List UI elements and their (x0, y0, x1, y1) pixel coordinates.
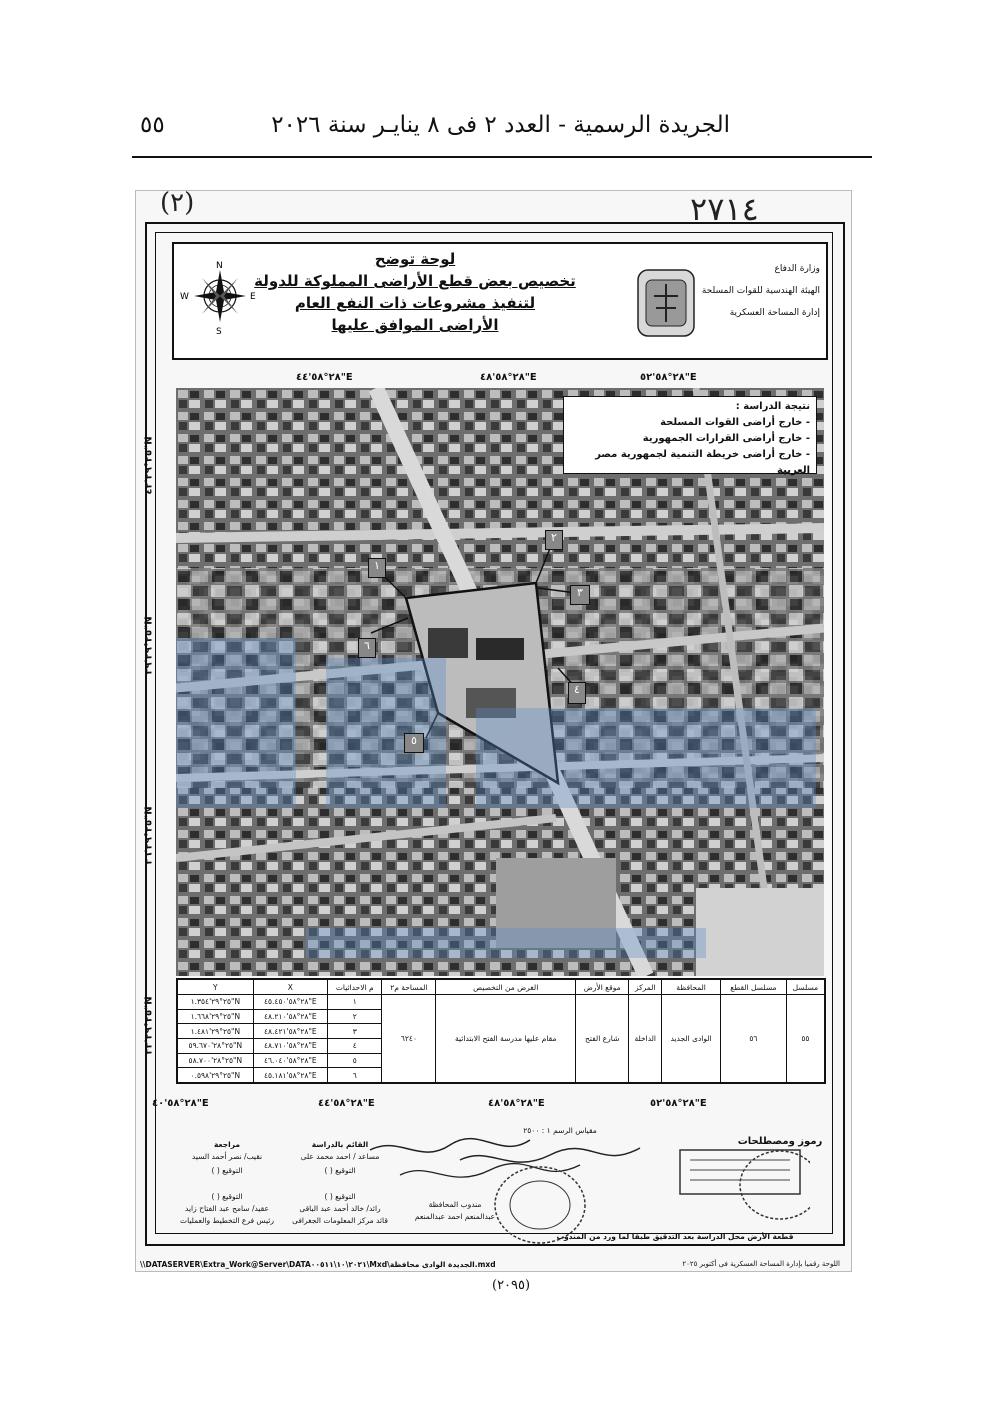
coord-left-4: ٢٥°٢٩'٣٣"N (143, 996, 155, 1055)
legend-title: نتيجة الدراسة : (735, 401, 810, 412)
cell-pt-n: ٦ (328, 1068, 382, 1083)
plot-data-table (176, 978, 826, 1084)
study-signature: التوقيع ( ) (324, 1166, 356, 1175)
th-vertices: م الاحداثيات (328, 980, 382, 995)
sign-name: عبدالمنعم احمد عبدالمنعم (414, 1212, 496, 1221)
sheet-label-left: (٢) (160, 188, 195, 218)
cell-pt-x: ٢٨°٥٨'٤٨.٢١٠"E (253, 1009, 327, 1024)
vertex-marker-3: ٣ (570, 585, 590, 605)
org-line-3: إدارة المساحة العسكرية (729, 308, 820, 318)
th-area: المساحة م٢ (382, 980, 436, 995)
plot-note: قطعة الأرض محل الدراسة بعد التدقيق طبقا لما ورد من المندوب (556, 1232, 794, 1241)
th-serial: مسلسل (786, 980, 824, 995)
cell-serial: ٥٥ (786, 995, 824, 1083)
legend-item-2: - خارج أراضى القرارات الجمهورية (642, 433, 810, 444)
title-line-2: تخصيص بعض قطع الأراضى المملوكة للدولة (254, 272, 576, 290)
title-line-1: لوحة توضح (374, 250, 456, 268)
org-line-1: وزارة الدفاع (774, 264, 820, 274)
legend-symbols-title: رموز ومصطلحات (737, 1136, 823, 1147)
mandoub-label: مندوب المحافظة (428, 1200, 482, 1209)
cell-pt-y: ٢٥°٢٩'٠.٥٩٨"N (178, 1068, 254, 1083)
cell-pt-y: ٢٥°٢٨'٥٨.٧٠٠"N (178, 1053, 254, 1068)
title-line-3: لتنفيذ مشروعات ذات النفع العام (294, 294, 536, 312)
cell-pt-n: ٢ (328, 1009, 382, 1024)
th-center: المركز (629, 980, 662, 995)
th-governorate: المحافظة (662, 980, 721, 995)
compass-rose-icon (180, 258, 260, 336)
sig4-name: رائد/ خالد أحمد عبد الباقى (299, 1204, 381, 1213)
compass-e: E (250, 292, 256, 302)
coord-top-3: ٢٨°٥٨'٥٢"E (640, 372, 697, 383)
cell-pt-n: ٣ (328, 1024, 382, 1039)
compass-n: N (216, 261, 223, 271)
footer-note: اللوحة رقميا بإدارة المساحة العسكرية فى أكتوبر ٢٠٢٥ (682, 1260, 840, 1268)
cell-pt-y: ٢٥°٢٩'١.٦٦٨"N (178, 1009, 254, 1024)
th-location: موقع الأرض (576, 980, 629, 995)
cell-pt-x: ٢٨°٥٨'٤٨.٧١٠"E (253, 1038, 327, 1053)
vertex-marker-2: ٢ (545, 530, 563, 550)
sheet-title (240, 248, 590, 336)
map-scale: مقياس الرسم ١ : ٢٥٠٠ (523, 1126, 597, 1135)
cell-pt-x: ٢٨°٥٨'٤٦.٠٤٠"E (253, 1053, 327, 1068)
handwritten-signatures-and-seals (340, 1130, 810, 1250)
cell-center: الداخلة (629, 995, 662, 1083)
sheet-label-right: ٢٧١٤ (690, 190, 759, 228)
gazette-title: الجريدة الرسمية - العدد ٢ فى ٨ ينايـر سنة ٢٠٢٦ (271, 112, 730, 138)
cell-plot-serial: ٥٦ (721, 995, 787, 1083)
title-line-4: الأراضى الموافق عليها (331, 316, 499, 334)
coord-top-1: ٢٨°٥٨'٤٤"E (296, 372, 353, 383)
cell-pt-n: ٤ (328, 1038, 382, 1053)
file-path: \\DATASERVER\Extra_Work@Server\DATA٢٠٢١\١٠\٠٠٥١١\Mxd\الجديدة الوادى محافظة.mxd (140, 1260, 496, 1269)
cell-pt-n: ١ (328, 995, 382, 1010)
cell-location: شارع الفتح (576, 995, 629, 1083)
th-x: X (253, 980, 327, 995)
cell-pt-x: ٢٨°٥٨'٤٥.٤٥٠"E (253, 995, 327, 1010)
cell-governorate: الوادى الجديد (662, 995, 721, 1083)
coord-left-3: ٢٥°٢٩'٣٦"N (143, 806, 155, 865)
cell-pt-x: ٢٨°٥٨'٤٨.٤٢١"E (253, 1024, 327, 1039)
sig4-label: التوقيع ( ) (324, 1192, 356, 1201)
cell-pt-y: ٢٥°٢٨'٥٩.٦٧٠"N (178, 1038, 254, 1053)
vertex-marker-5: ٥ (404, 733, 424, 753)
study-title: القائم بالدراسة (311, 1140, 369, 1149)
review-name: نقيب/ نصر أحمد السيد (191, 1152, 263, 1161)
review-title: مراجعة (213, 1140, 241, 1149)
organization-block (700, 258, 820, 324)
vertex-marker-4: ٤ (568, 682, 586, 704)
review-signature: التوقيع ( ) (211, 1166, 243, 1175)
cell-area: ٦٢٤٠ (382, 995, 436, 1083)
sig3-label: التوقيع ( ) (211, 1192, 243, 1201)
compass-s: S (216, 327, 222, 336)
sig3-role: رئيس فرع التخطيط والعمليات (180, 1216, 274, 1225)
header-rule (132, 156, 872, 158)
coord-bottom-2: ٢٨°٥٨'٤٤"E (318, 1098, 375, 1109)
legend-item-1: - خارج أراضى القوات المسلحة (660, 417, 810, 428)
cell-pt-y: ٢٥°٢٩'١.٣٥٤"N (178, 995, 254, 1010)
coord-left-2: ٢٥°٢٩'٣٩"N (143, 616, 155, 675)
cell-pt-y: ٢٥°٢٩'١.٤٨١"N (178, 1024, 254, 1039)
page-number: ٥٥ (140, 112, 165, 138)
compass-w: W (180, 292, 189, 302)
th-y: Y (178, 980, 254, 995)
th-purpose: الغرض من التخصيص (436, 980, 576, 995)
coord-bottom-3: ٢٨°٥٨'٤٨"E (488, 1098, 545, 1109)
org-line-2: الهيئة الهندسية للقوات المسلحة (701, 286, 820, 296)
sig4-role: قائد مركز المعلومات الجغرافى (292, 1216, 388, 1225)
table-row (178, 995, 825, 1010)
study-name: مساعد / احمد محمد على (300, 1152, 380, 1161)
coord-left-1: ٢٥°٢٩'٤٢"N (143, 436, 155, 495)
th-plot-serial: مسلسل القطع (721, 980, 787, 995)
engineering-authority-logo-icon (636, 268, 696, 338)
cell-purpose: مقام عليها مدرسة الفتح الابتدائية (436, 995, 576, 1083)
vertex-marker-6: ٦ (358, 638, 376, 658)
cell-pt-n: ٥ (328, 1053, 382, 1068)
study-result-legend (563, 396, 817, 474)
sig3-name: عقيد/ سامح عبد الفتاح زايد (185, 1204, 269, 1213)
cell-pt-x: ٢٨°٥٨'٤٥.١٨١"E (253, 1068, 327, 1083)
coord-top-2: ٢٨°٥٨'٤٨"E (480, 372, 537, 383)
legend-item-3: - خارج أراضى خريطة التنمية لجمهورية مصر العربية (595, 449, 810, 476)
coord-bottom-4: ٢٨°٥٨'٥٢"E (650, 1098, 707, 1109)
coord-bottom-1: ٢٨°٥٨'٤٠"E (152, 1098, 209, 1109)
stamp-number: (٢٠٩٥) (492, 1278, 531, 1293)
vertex-marker-1: ١ (368, 558, 386, 578)
